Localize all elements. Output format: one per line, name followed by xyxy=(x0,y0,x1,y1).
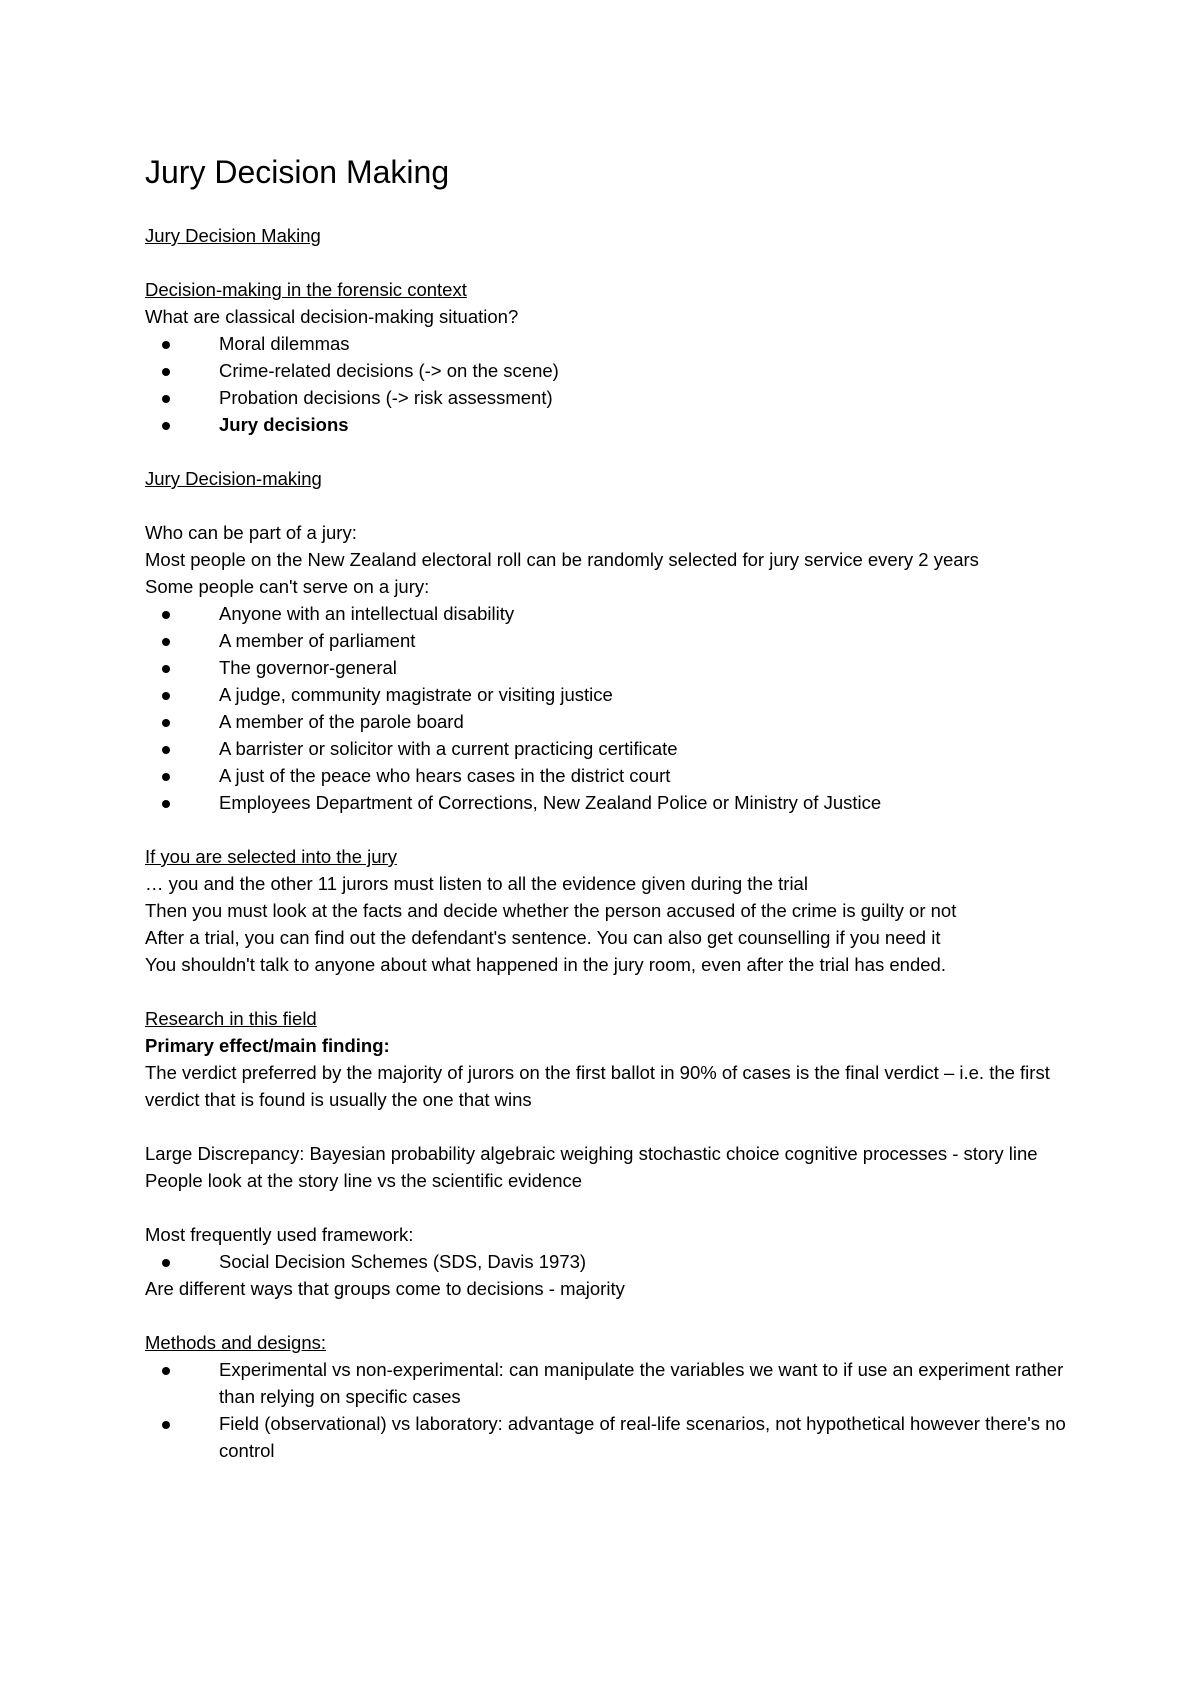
list-item: Crime-related decisions (-> on the scene) xyxy=(145,357,1075,384)
section-intro: What are classical decision-making situation? xyxy=(145,306,519,327)
section-heading-methods: Methods and designs: xyxy=(145,1332,327,1353)
list-item-text: Experimental vs non-experimental: can manipulate the variables we want to if use an experiment rather than relying on specific cases xyxy=(219,1359,1064,1407)
bullet-list-methods xyxy=(145,1356,1075,1464)
paragraph: Then you must look at the facts and decide whether the person accused of the crime is guilty or not xyxy=(145,900,957,921)
list-item-text: Field (observational) vs laboratory: advantage of real-life scenarios, not hypothetical however there's no control xyxy=(219,1413,1066,1461)
bullet-list-situations xyxy=(145,330,1075,438)
paragraph: The verdict preferred by the majority of jurors on the first ballot in 90% of cases is the final verdict – i.e. the first verdict that is found is usually the one that wins xyxy=(145,1062,1055,1110)
paragraph: Some people can't serve on a jury: xyxy=(145,576,430,597)
list-item xyxy=(145,1410,1075,1464)
list-item: The governor-general xyxy=(145,654,1075,681)
document-page xyxy=(145,152,1075,1464)
main-heading: Jury Decision Making xyxy=(145,225,321,246)
paragraph: Most frequently used framework: xyxy=(145,1224,414,1245)
list-item: A just of the peace who hears cases in the district court xyxy=(145,762,1075,789)
list-item: Social Decision Schemes (SDS, Davis 1973) xyxy=(145,1248,1075,1275)
section-heading-research: Research in this field xyxy=(145,1008,317,1029)
list-item: Employees Department of Corrections, New Zealand Police or Ministry of Justice xyxy=(145,789,1075,816)
paragraph: After a trial, you can find out the defendant's sentence. You can also get counselling if you need it xyxy=(145,927,941,948)
list-item: A barrister or solicitor with a current practicing certificate xyxy=(145,735,1075,762)
bullet-list-framework xyxy=(145,1248,1075,1275)
section-heading-jury: Jury Decision-making xyxy=(145,468,322,489)
list-item: Probation decisions (-> risk assessment) xyxy=(145,384,1075,411)
list-item: Anyone with an intellectual disability xyxy=(145,600,1075,627)
list-item xyxy=(145,1356,1075,1410)
paragraph: Most people on the New Zealand electoral roll can be randomly selected for jury service every 2 years xyxy=(145,549,979,570)
section-heading-forensic: Decision-making in the forensic context xyxy=(145,279,467,300)
paragraph: You shouldn't talk to anyone about what happened in the jury room, even after the trial has ended. xyxy=(145,954,946,975)
list-item: A judge, community magistrate or visiting justice xyxy=(145,681,1075,708)
paragraph: People look at the story line vs the scientific evidence xyxy=(145,1170,583,1191)
primary-effect-label: Primary effect/main finding: xyxy=(145,1035,390,1056)
paragraph: Who can be part of a jury: xyxy=(145,522,357,543)
list-item: Jury decisions xyxy=(145,411,1075,438)
paragraph: Large Discrepancy: Bayesian probability algebraic weighing stochastic choice cognitive processes - story line xyxy=(145,1143,1038,1164)
section-heading-selected: If you are selected into the jury xyxy=(145,846,397,867)
list-item: A member of parliament xyxy=(145,627,1075,654)
paragraph: Are different ways that groups come to decisions - majority xyxy=(145,1278,625,1299)
page-title: Jury Decision Making xyxy=(145,154,450,190)
list-item: A member of the parole board xyxy=(145,708,1075,735)
bullet-list-excluded xyxy=(145,600,1075,816)
list-item: Moral dilemmas xyxy=(145,330,1075,357)
paragraph: … you and the other 11 jurors must listen to all the evidence given during the trial xyxy=(145,873,808,894)
